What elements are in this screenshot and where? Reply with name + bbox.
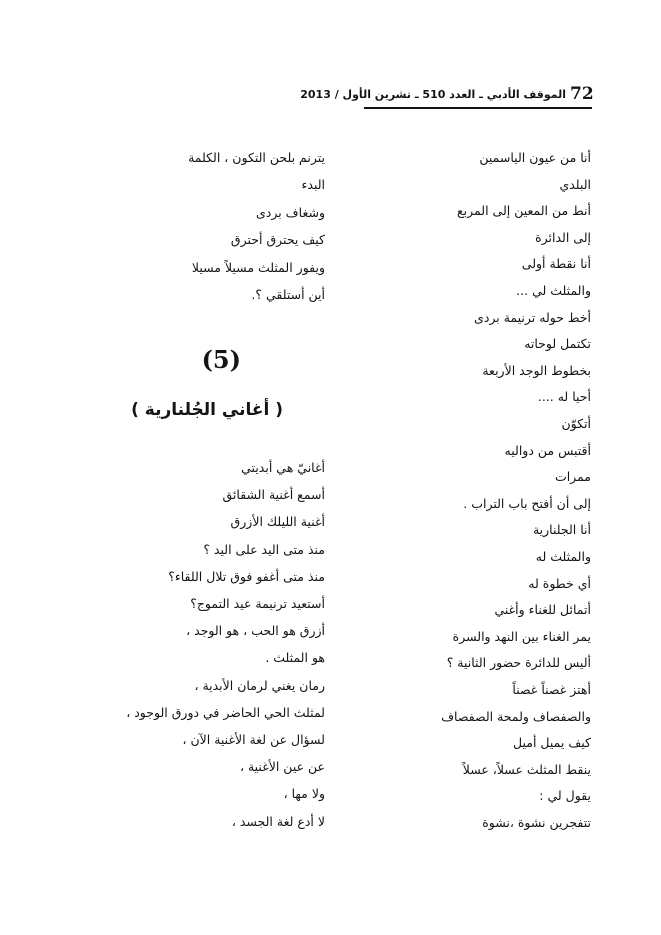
poem-line: تتفجرين نشوة ،نشوة (482, 815, 591, 830)
poem-line: والمثلث لي ... (516, 283, 591, 298)
poem-line: هو المثلث . (265, 650, 325, 666)
page-header (300, 78, 594, 108)
poem-line: والصفصاف ولمحة الصفصاف (441, 708, 591, 724)
poem-line: البدء (301, 177, 325, 193)
poem-line: لسؤال عن لغة الأغنية الآن ، (182, 732, 325, 747)
poem-line: أزرق هو الحب ، هو الوجد ، (186, 623, 325, 639)
poem-line: أغنية الليلك الأزرق (230, 514, 325, 530)
poem-line: والمثلث له (535, 549, 591, 564)
poem-line: أين أستلقي ؟. (251, 287, 325, 302)
poem-line: ينقط المثلث عسلاً، عسلاً (462, 761, 591, 777)
poem-line: أتكوّن (561, 416, 591, 431)
poem-line: رمان يغني لرمان الأبدية ، (194, 677, 325, 693)
poem-line: وشغاف بردى (255, 204, 325, 220)
poem-line: إلى أن أفتح باب التراب . (463, 495, 591, 511)
poem-line: لمثلث الحي الحاضر في دورق الوجود ، (126, 704, 325, 720)
poem-line: يقول لي : (539, 788, 591, 804)
poem-line: إلى الدائرة (535, 229, 591, 245)
poem-line: البلدي (559, 176, 591, 192)
poem-line: بخطوط الوجد الأربعة (482, 362, 591, 378)
poem-line: يترنم بلحن التكون ، الكلمة (188, 150, 325, 165)
poem-line: أغانيّ هي أبديتي (241, 460, 325, 475)
poem-line: منذ متى أغفو فوق تلال اللقاء؟ (168, 568, 325, 584)
header-rule (364, 107, 592, 109)
poem-line: يمر الغناء بين النهد والسرة (452, 628, 591, 644)
poem-line: لا أدع لغة الجسد ، (231, 813, 325, 829)
page-number: 72 (570, 84, 594, 104)
poem-line: أي خطوة له (528, 575, 591, 591)
section-number: (5) (201, 345, 241, 374)
section-title: ( أغاني الجُلنارية ) (131, 400, 283, 420)
poem-line: أسمع أغنية الشقائق (222, 487, 325, 503)
poem-line: أليس للدائرة حضور الثانية ؟ (446, 655, 591, 671)
poem-line: ممرات (554, 469, 591, 485)
running-head: الموقف الأدبي ـ العدد 510 ـ تشرين الأول / 2013 (300, 88, 566, 101)
poem-line: كيف يميل أميل (513, 735, 591, 751)
poem-line: ويفور المثلث مسيلاً مسيلا (191, 259, 325, 275)
poem-line: تكتمل لوحاته (524, 336, 591, 352)
poem-line: أتمائل للغناء وأغني (494, 602, 591, 618)
poem-line: أقتبس من دواليه (504, 442, 591, 458)
poem-line: أحيا له .... (537, 389, 591, 405)
poem-line: أنط من المعين إلى المربع (457, 203, 591, 219)
poem-line: أنا من عيون الياسمين (479, 150, 591, 165)
poem-line: منذ متى اليد على اليد ؟ (203, 541, 325, 557)
poem-line: كيف يحترق أحترق (230, 232, 325, 248)
poem-line: أستعيد ترنيمة عيد التموج؟ (190, 596, 325, 611)
poem-line: أنا الجلنارية (532, 522, 591, 538)
poem-line: أخط حوله ترنيمة بردى (474, 309, 591, 325)
poem-line: عن عين الأغنية ، (239, 759, 325, 775)
poem-line: أنا نقطة أولى (521, 256, 591, 272)
poem-line: ولا مها ، (283, 786, 325, 802)
poem-line: أهتز غصناً غصناً (512, 682, 591, 697)
